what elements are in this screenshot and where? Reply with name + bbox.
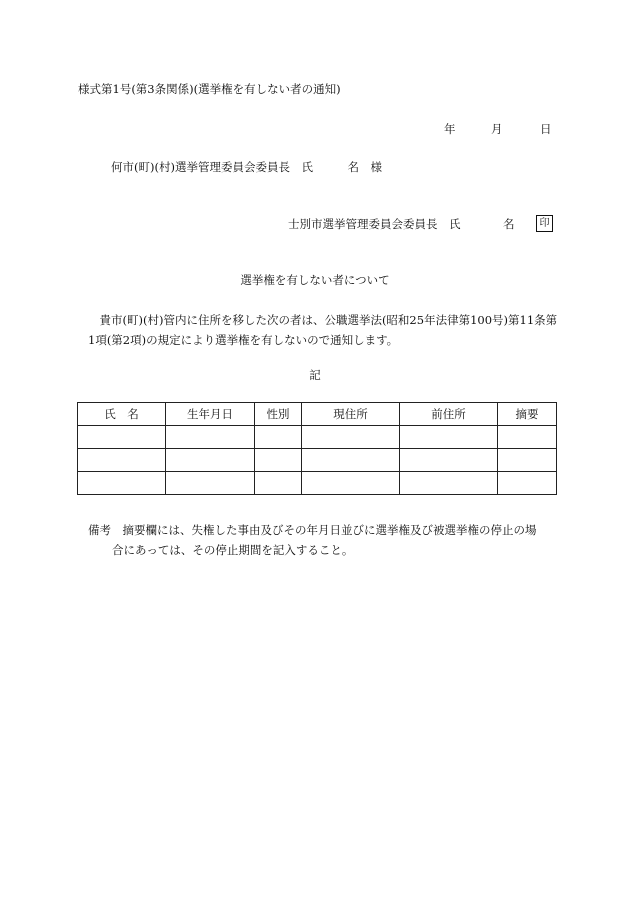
table-cell <box>302 472 400 495</box>
table-cell <box>255 472 302 495</box>
remarks-line-1: 備考 摘要欄には、失権した事由及びその年月日並びに選挙権及び被選挙権の停止の場 <box>88 523 537 537</box>
col-header-gender: 性別 <box>255 403 302 426</box>
recipient-line: 何市(町)(村)選挙管理委員会委員長 氏 名 様 <box>111 160 382 174</box>
table-cell <box>255 449 302 472</box>
table-cell <box>400 449 498 472</box>
col-header-remarks: 摘要 <box>498 403 557 426</box>
table-cell <box>498 472 557 495</box>
form-number-header: 様式第1号(第3条関係)(選挙権を有しない者の通知) <box>78 82 341 96</box>
ki-heading: 記 <box>309 368 321 382</box>
table-cell <box>302 426 400 449</box>
table-cell <box>255 426 302 449</box>
table-cell <box>78 449 166 472</box>
date-day-label: 日 <box>540 122 552 136</box>
table-cell <box>400 472 498 495</box>
col-header-name: 氏 名 <box>78 403 166 426</box>
document-subject: 選挙権を有しない者について <box>240 273 390 287</box>
table-row <box>78 449 557 472</box>
col-header-current-address: 現住所 <box>302 403 400 426</box>
table-cell <box>166 449 255 472</box>
table-cell <box>166 472 255 495</box>
col-header-previous-address: 前住所 <box>400 403 498 426</box>
table-cell <box>498 449 557 472</box>
table-cell <box>78 472 166 495</box>
col-header-birthdate: 生年月日 <box>166 403 255 426</box>
seal-mark: 印 <box>536 215 553 232</box>
table-header-row <box>78 403 557 426</box>
sender-title: 士別市選挙管理委員会委員長 氏 <box>288 217 461 231</box>
table-cell <box>400 426 498 449</box>
table-cell <box>302 449 400 472</box>
sender-name-suffix: 名 <box>503 217 515 231</box>
remarks-note <box>88 520 558 560</box>
remarks-line-2: 合にあっては、その停止期間を記入すること。 <box>112 543 354 557</box>
table-row <box>78 472 557 495</box>
date-month-label: 月 <box>491 122 503 136</box>
table-cell <box>78 426 166 449</box>
table-row <box>78 426 557 449</box>
table-cell <box>498 426 557 449</box>
table-cell <box>166 426 255 449</box>
body-paragraph: 貴市(町)(村)管内に住所を移した次の者は、公職選挙法(昭和25年法律第100号)第11条第1項(第2項)の規定により選挙権を有しないので通知します。 <box>88 313 558 347</box>
date-year-label: 年 <box>444 122 456 136</box>
records-table <box>77 402 557 495</box>
